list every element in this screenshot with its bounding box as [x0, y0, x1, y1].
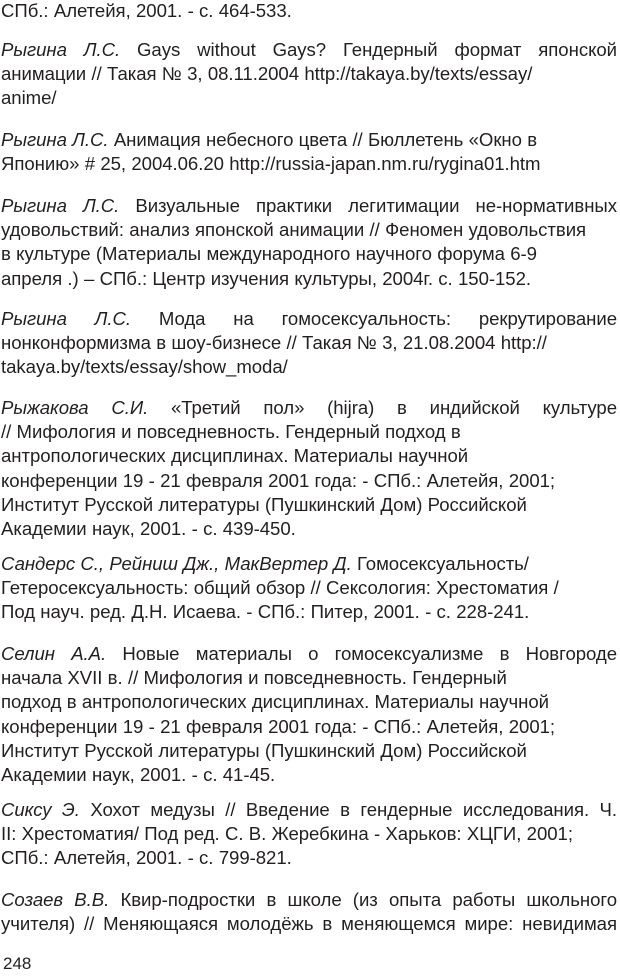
page-number: 248 — [3, 954, 32, 973]
reference-line: // Мифология и повседневность. Гендерный подход в — [1, 421, 461, 443]
reference-line: учителя) // Меняющаяся молодёжь в меняющемся мире: невидимая — [1, 913, 617, 935]
reference-line: II: Хрестоматия/ Под ред. С. В. Жеребкина - Харьков: ХЦГИ, 2001; — [1, 823, 573, 845]
reference-line: Академии наук, 2001. - с. 41-45. — [1, 764, 276, 786]
reference-line: Сандерс С., Рейниш Дж., МакВертер Д. Гомосексуальность/ — [1, 553, 529, 574]
reference-line: Институт Русской литературы (Пушкинский Дом) Российской — [1, 493, 527, 515]
reference-author: Рыгина Л.С. — [1, 39, 121, 60]
reference-line: Рыгина Л.С. Gays without Gays? Гендерный формат японской — [1, 39, 617, 60]
reference-line: удовольствий: анализ японской анимации // Феномен удовольствия — [1, 219, 587, 241]
reference-line: anime/ — [1, 87, 57, 109]
reference-line: Гетеросексуальность: общий обзор // Сексология: Хрестоматия / — [1, 577, 559, 599]
reference-entry-6 — [1, 396, 617, 541]
reference-line: Созаев В.В. Квир-подростки в школе (из опыта работы школьного — [1, 889, 617, 910]
reference-line: конференции 19 - 21 февраля 2001 года: - СПб.: Алетейя, 2001; — [1, 469, 556, 491]
reference-entry-3 — [1, 128, 617, 176]
reference-author: Рыгина Л.С. — [1, 129, 109, 150]
reference-line: подход в антропологических дисциплинах. Материалы научной — [1, 691, 549, 713]
reference-line: антропологических дисциплинах. Материалы научной — [1, 445, 469, 467]
reference-line: анимации // Такая № 3, 08.11.2004 http://takaya.by/texts/essay/ — [1, 63, 533, 85]
reference-entry-2 — [1, 38, 617, 111]
reference-author: Рыгина Л.С. — [1, 195, 120, 216]
reference-line: Рыгина Л.С. Мода на гомосексуальность: рекрутирование — [1, 308, 617, 329]
reference-line: Сиксу Э. Хохот медузы // Введение в гендерные исследования. Ч. — [1, 799, 617, 820]
reference-line: начала XVII в. // Мифология и повседневность. Гендерный — [1, 667, 507, 689]
reference-line: Селин А.А. Новые материалы о гомосексуализме в Новгороде — [1, 643, 617, 664]
reference-entry-9 — [1, 798, 617, 871]
reference-line: Академии наук, 2001. - с. 439-450. — [1, 518, 296, 540]
reference-entry-7 — [1, 552, 617, 625]
reference-author: Селин А.А. — [1, 643, 107, 664]
reference-line: в культуре (Материалы международного научного форума 6-9 — [1, 243, 537, 265]
reference-line: Японию» # 25, 2004.06.20 http://russia-japan.nm.ru/rygina01.htm — [1, 153, 541, 175]
reference-line: Рыгина Л.С. Визуальные практики легитимации не-нормативных — [1, 195, 617, 216]
reference-entry-10 — [1, 888, 617, 936]
reference-line: апреля .) – СПб.: Центр изучения культуры, 2004г. с. 150-152. — [1, 267, 531, 289]
reference-line: СПб.: Алетейя, 2001. - с. 799-821. — [1, 847, 292, 869]
reference-entry-5 — [1, 307, 617, 380]
reference-line: Рыжакова С.И. «Третий пол» (hijra) в индийской культуре — [1, 397, 617, 418]
reference-line: Институт Русской литературы (Пушкинский Дом) Российской — [1, 739, 527, 761]
reference-entry-1 — [1, 0, 617, 23]
reference-entry-8 — [1, 642, 617, 787]
reference-author: Сиксу Э. — [1, 799, 80, 820]
reference-line: конференции 19 - 21 февраля 2001 года: - СПб.: Алетейя, 2001; — [1, 715, 556, 737]
reference-author: Созаев В.В. — [1, 889, 110, 910]
reference-line: СПб.: Алетейя, 2001. - с. 464-533. — [1, 0, 292, 21]
reference-line: takaya.by/texts/essay/show_moda/ — [1, 356, 288, 378]
reference-line: нонконформизма в шоу-бизнесе // Такая № 3, 21.08.2004 http:// — [1, 332, 547, 354]
reference-entry-4 — [1, 194, 617, 291]
reference-author: Сандерс С., Рейниш Дж., МакВертер Д. — [1, 553, 352, 574]
reference-line: Рыгина Л.С. Анимация небесного цвета // Бюллетень «Окно в — [1, 129, 538, 150]
reference-line: Под науч. ред. Д.Н. Исаева. - СПб.: Питер, 2001. - с. 228-241. — [1, 601, 530, 623]
reference-author: Рыгина Л.С. — [1, 308, 131, 329]
reference-author: Рыжакова С.И. — [1, 397, 149, 418]
